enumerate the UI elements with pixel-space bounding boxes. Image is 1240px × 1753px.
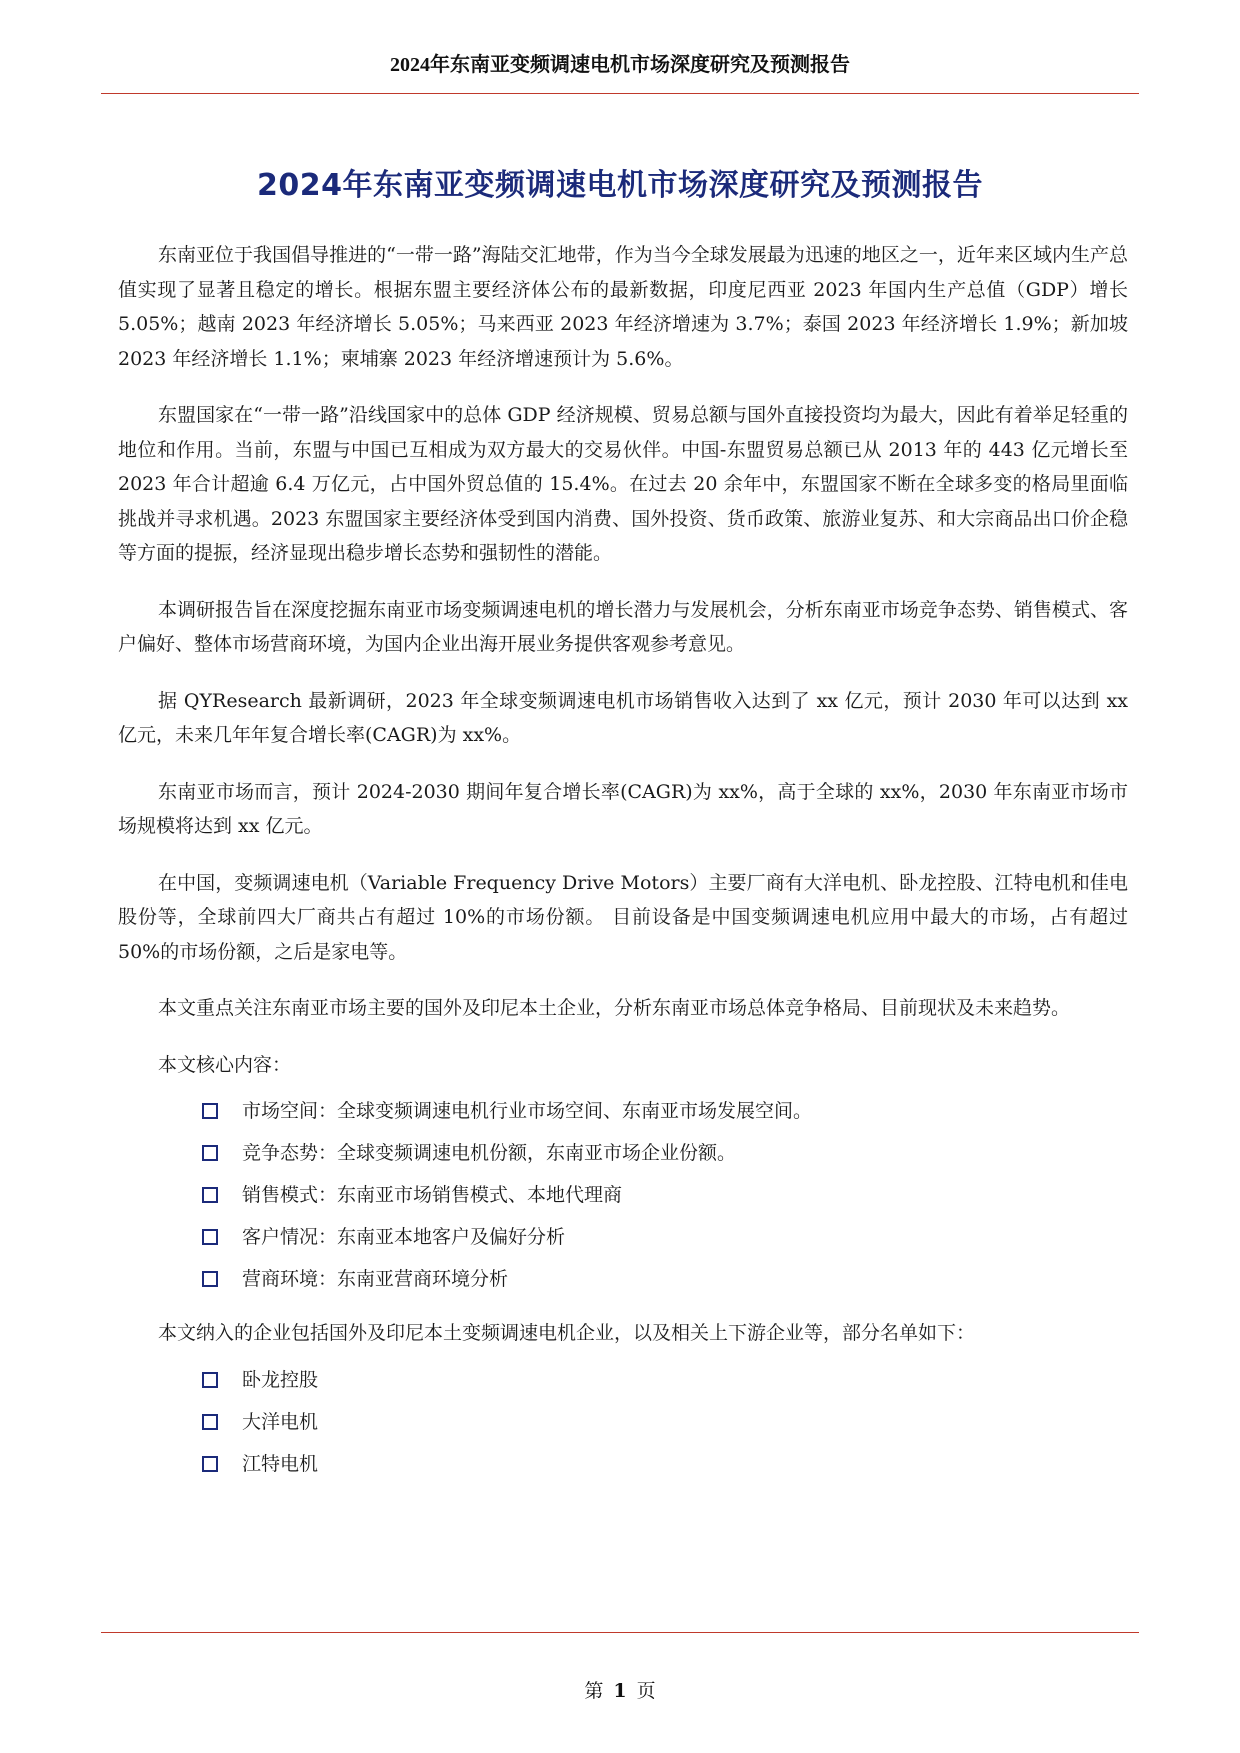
paragraph: 东盟国家在“一带一路”沿线国家中的总体 GDP 经济规模、贸易总额与国外直接投资均为最大，因此有着举足轻重的地位和作用。当前，东盟与中国已互相成为双方最大的交易伙伴。中国-东盟贸易总额已从 2013 年的 443 亿元增长至 2023 年合计超逾 6.4 万亿元，占中国外贸总值的 15.4%。在过去 20 余年中，东盟国家不断在全球多变的格局里面临挑战并寻求机遇。2023 东盟国家主要经济体受到国内消费、国外投资、货币政策、旅游业复苏、和大宗商品出口价企稳等方面的提振，经济显现出稳步增长态势和强韧性的潜能。 — [118, 404, 1128, 564]
list-item — [202, 1090, 1128, 1132]
list-item — [202, 1132, 1128, 1174]
header-rule — [101, 93, 1139, 94]
paragraph: 东南亚位于我国倡导推进的“一带一路”海陆交汇地带，作为当今全球发展最为迅速的地区之一，近年来区域内生产总值实现了显著且稳定的增长。根据东盟主要经济体公布的最新数据，印度尼西亚 2023 年国内生产总值（GDP）增长 5.05%；越南 2023 年经济增长 5.05%；马来西亚 2023 年经济增速为 3.7%；泰国 2023 年经济增长 1.9%；新加坡 2023 年经济增长 1.1%；柬埔寨 2023 年经济增速预计为 5.6%。 — [118, 244, 1128, 370]
list-item — [202, 1216, 1128, 1258]
paragraph: 据 QYResearch 最新调研，2023 年全球变频调速电机市场销售收入达到了 xx 亿元，预计 2030 年可以达到 xx 亿元，未来几年年复合增长率(CAGR)为 xx%。 — [118, 689, 1128, 746]
company-name: 江特电机 — [242, 1452, 319, 1475]
page-suffix: 页 — [636, 1680, 656, 1702]
square-bullet-icon — [202, 1414, 218, 1430]
paragraph: 本文重点关注东南亚市场主要的国外及印尼本土企业，分析东南亚市场总体竞争格局、目前现状及未来趋势。 — [158, 997, 1071, 1019]
paragraph: 在中国，变频调速电机（Variable Frequency Drive Motors）主要厂商有大洋电机、卧龙控股、江特电机和佳电股份等，全球前四大厂商共占有超过 10%的市场份额。 目前设备是中国变频调速电机应用中最大的市场，占有超过 50%的市场份额，之后是家电等。 — [118, 871, 1128, 963]
list-item — [202, 1401, 1128, 1443]
list-item-text: 营商环境：东南亚营商环境分析 — [242, 1268, 509, 1290]
document-body — [118, 238, 1128, 1501]
footer-rule — [101, 1632, 1139, 1633]
list-item — [202, 1359, 1128, 1401]
page-prefix: 第 — [584, 1680, 604, 1702]
companies-heading: 本文纳入的企业包括国外及印尼本土变频调速电机企业，以及相关上下游企业等，部分名单如下： — [158, 1322, 976, 1344]
square-bullet-icon — [202, 1145, 218, 1161]
document-title: 2024年东南亚变频调速电机市场深度研究及预测报告 — [257, 168, 983, 203]
company-name: 大洋电机 — [242, 1410, 319, 1433]
companies-list — [118, 1359, 1128, 1485]
list-item-text: 客户情况：东南亚本地客户及偏好分析 — [242, 1226, 566, 1248]
square-bullet-icon — [202, 1229, 218, 1245]
core-content-heading: 本文核心内容： — [158, 1053, 292, 1076]
paragraph: 东南亚市场而言，预计 2024-2030 期间年复合增长率(CAGR)为 xx%，高于全球的 xx%，2030 年东南亚市场市场规模将达到 xx 亿元。 — [118, 780, 1128, 837]
company-name: 卧龙控股 — [242, 1368, 319, 1391]
square-bullet-icon — [202, 1271, 218, 1287]
square-bullet-icon — [202, 1372, 218, 1388]
list-item-text: 竞争态势：全球变频调速电机份额，东南亚市场企业份额。 — [242, 1142, 737, 1164]
square-bullet-icon — [202, 1103, 218, 1119]
list-item — [202, 1443, 1128, 1485]
square-bullet-icon — [202, 1187, 218, 1203]
square-bullet-icon — [202, 1456, 218, 1472]
list-item-text: 市场空间：全球变频调速电机行业市场空间、东南亚市场发展空间。 — [242, 1100, 813, 1122]
page-number: 1 — [613, 1680, 627, 1702]
paragraph: 本调研报告旨在深度挖掘东南亚市场变频调速电机的增长潜力与发展机会，分析东南亚市场竞争态势、销售模式、客户偏好、整体市场营商环境，为国内企业出海开展业务提供客观参考意见。 — [118, 598, 1128, 655]
core-content-list — [118, 1090, 1128, 1300]
page-footer — [0, 1676, 1240, 1703]
list-item-text: 销售模式：东南亚市场销售模式、本地代理商 — [242, 1184, 623, 1206]
list-item — [202, 1258, 1128, 1300]
list-item — [202, 1174, 1128, 1216]
running-header: 2024年东南亚变频调速电机市场深度研究及预测报告 — [390, 54, 850, 76]
